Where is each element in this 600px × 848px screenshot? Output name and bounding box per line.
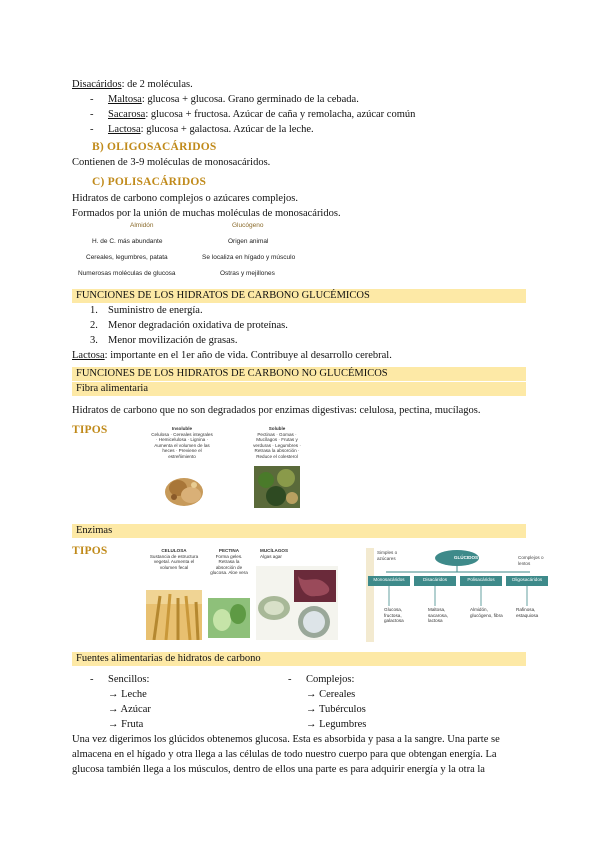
diagram-left-top: Simples o azúcares: [377, 550, 398, 561]
lactosa-desc: : glucosa + galactosa. Azúcar de la leche.: [140, 124, 314, 135]
fibra-insoluble-title: Insoluble: [171, 426, 193, 431]
sencillo-item: Fruta: [121, 719, 144, 730]
lactosa-term: Lactosa: [108, 124, 141, 135]
fibra-soluble-text: Pectinas · Gomas · Mucílagos · Frutas y verduras · Legumbres · Retrasa la absorción · Reduce el colesterol: [253, 431, 301, 459]
list-item: → Leche: [108, 689, 147, 700]
sencillos-label: Sencillos:: [108, 674, 150, 685]
diagram-leaf: Maltosa, sacarosa, lactosa: [428, 607, 448, 623]
complejo-item: Cereales: [319, 689, 356, 700]
polisacaridos-line1: Hidratos de carbono complejos o azúcares complejos.: [72, 193, 298, 204]
table-cell: Cereales, legumbres, patata: [86, 254, 168, 261]
diagram-box: Disacáridos: [423, 577, 447, 582]
glucemicos-heading: FUNCIONES DE LOS HIDRATOS DE CARBONO GLUCÉMICOS: [76, 290, 370, 301]
no-glucemicos-band: [72, 367, 526, 381]
fibra-heading: Fibra alimentaria: [76, 383, 149, 394]
document-page: Disacáridos: de 2 moléculas. - Maltosa: glucosa + glucosa. Grano germinado de la cebada. - Sacarosa: glucosa + fructosa. Azúcar de caña y remolacha, azúcar común - Lactosa: glucosa + galactosa. Azúcar de la leche. B) OLIGOSACÁRIDOS Contienen de 3-9 moléculas de monosacáridos. C) POLISACÁRIDOS Hidratos de carbono complejos o azúcares complejos. Formados por la unión de muchas moléculas de monosacáridos. Almidón Glucógeno H. de C. más abundante Origen animal Cereales, legumbres, patata Se localiza en hígado y músculo Numerosas moléculas de glucosa Ostras y mejillones FUNCIONES DE LOS HIDRATOS DE CARBONO GLUCÉMICOS 1. Suministro de energía. 2. Menor degradación oxidativa de proteínas. 3. Menor movilización de grasas. Lactosa: importante en el 1er año de vida. Contribuye al desarrollo cerebral. FUNCIONES DE LOS HIDRATOS DE CARBONO NO GLUCÉMICOS Fibra alimentaria Hidratos de carbono que no son degradados por enzimas digestivas: celulosa, pectina, mucílagos. TIPOS Insoluble Celulosa · Cereales integrales · Hemicelulosa · Lignina · Aumenta el volumen de las heces · Previene el estreñimiento Soluble Pectinas · Gomas · Mucílagos · Frutas y verduras · Legumbres · Retrasa la absorción · Reduce el colesterol Enzimas TIPOS CELULOSA Sustancia de estructura vegetal. Aumenta el volumen fecal PECTINA Forma geles. Retrasa la absorción de glucosa. Aloe vera MUCÍLAGOS Algas agar Simples o azúcares Complejos o lentos GLÚCIDOS Monosacáridos Disacáridos Polisacáridos Oligosacáridos Glucosa, fructosa, galactosa Maltosa, sacarosa, lactosa Almidón, glucógeno, fibra Rafinosa, estaquiosa Fuentes alimentarias de hidratos de carbono - Sencillos: → Leche → Azúcar → Fruta - Complejos: → Cereales → Tubérculos → Legumbres Una vez digerimos los glúcidos obtenemos glucosa. Esta es absorbida y pasa a la sangre. Una parte se almacena en el hígado y otra llega a las células de todo nuestro cuerpo para que obtengan energía. La glucosa también llega a los músculos, dentro de ellos una parte es para adquirir energía y la otra la: [0, 0, 600, 848]
pectina-text: Forma geles. Retrasa la absorción de glucosa. Aloe vera: [210, 553, 248, 575]
list-item: → Fruta: [108, 719, 144, 730]
glucemicos-item: Menor movilización de grasas.: [108, 335, 238, 346]
sacarosa-term: Sacarosa: [108, 109, 146, 120]
celulosa-title: CELULOSA: [161, 548, 187, 553]
wheat-photo: [146, 590, 202, 640]
glucemicos-band: [72, 289, 526, 303]
table-cell: Numerosas moléculas de glucosa: [78, 270, 176, 277]
maltosa-term: Maltosa: [108, 94, 142, 105]
fibra-insoluble-text: Celulosa · Cereales integrales · Hemicelulosa · Lignina · Aumenta el volumen de las heces · Previene el estreñimiento: [151, 431, 213, 459]
list-item: → Azúcar: [108, 704, 151, 715]
fibra-band: [72, 382, 526, 396]
diagram-box: Monosacáridos: [373, 577, 405, 582]
disacaridos-line: [72, 79, 193, 90]
pectina-title: PECTINA: [218, 548, 240, 553]
list-item: → Cereales: [306, 689, 356, 700]
sacarosa-desc: : glucosa + fructosa. Azúcar de caña y remolacha, azúcar común: [145, 109, 416, 120]
complejos-label: Complejos:: [306, 674, 355, 685]
aloe-photo: [208, 598, 250, 638]
tipos-label: TIPOS: [72, 424, 108, 436]
table-cell: Ostras y mejillones: [220, 270, 275, 277]
fibra-insoluble-figure: [150, 426, 214, 508]
maltosa-desc: : glucosa + glucosa. Grano germinado de la cebada.: [141, 94, 359, 105]
table-header-glucogeno: Glucógeno: [232, 222, 264, 229]
enzimas-heading: Enzimas: [76, 525, 113, 536]
no-glucemicos-heading: FUNCIONES DE LOS HIDRATOS DE CARBONO NO GLUCÉMICOS: [76, 368, 388, 379]
oligosacaridos-heading: B) OLIGOSACÁRIDOS: [92, 141, 217, 153]
diagram-leaf: Almidón, glucógeno, fibra: [470, 607, 503, 618]
fibra-soluble-figure: [252, 426, 302, 508]
lactosa-note-term: Lactosa: [72, 350, 105, 361]
algae-photo: [256, 566, 338, 640]
paragraph-line: almacena en el hígado y otra llega a las células de todo nuestro cuerpo para que obtengan energía. La: [72, 749, 497, 760]
oligosacaridos-text: Contienen de 3-9 moléculas de monosacáridos.: [72, 157, 271, 168]
mucilagos-title: MUCÍLAGOS: [260, 548, 289, 553]
pectina-figure: [208, 548, 250, 640]
table-cell: Origen animal: [228, 238, 269, 245]
table-header-almidon: Almidón: [130, 222, 154, 229]
sencillo-item: Leche: [121, 689, 147, 700]
mucilagos-text: Algas agar: [260, 553, 282, 559]
enzimas-band: [72, 524, 526, 538]
fuentes-band: [72, 652, 526, 666]
paragraph-line: glucosa también llega a los músculos, dentro de ellos una parte es para adquirir energía y la otra la: [72, 764, 485, 775]
fibra-soluble-title: Soluble: [268, 426, 286, 431]
mucilagos-figure: [256, 548, 338, 640]
lactosa-note-desc: : importante en el 1er año de vida. Contribuye al desarrollo cerebral.: [104, 350, 392, 361]
complejo-item: Legumbres: [319, 719, 367, 730]
disacaridos-desc: : de 2 moléculas.: [121, 79, 193, 90]
disacaridos-term: Disacáridos: [72, 79, 122, 90]
list-item: → Tubérculos: [306, 704, 366, 715]
bread-photo: [164, 470, 204, 508]
tipos-label-2: TIPOS: [72, 545, 108, 557]
diagram-right-top: Complejos o lentos: [518, 555, 544, 566]
polisacaridos-heading: C) POLISACÁRIDOS: [92, 176, 207, 188]
celulosa-text: Sustancia de estructura vegetal. Aumenta el volumen fecal: [149, 553, 199, 570]
fuentes-heading: Fuentes alimentarias de hidratos de carbono: [76, 653, 261, 664]
sencillo-item: Azúcar: [120, 704, 151, 715]
lactosa-line: [72, 350, 392, 361]
diagram-box: Polisacáridos: [467, 577, 495, 582]
celulosa-figure: [146, 548, 202, 640]
list-item: → Legumbres: [306, 719, 367, 730]
vegetables-photo: [254, 466, 300, 508]
diagram-box: Oligosacáridos: [511, 577, 543, 582]
paragraph-line: Una vez digerimos los glúcidos obtenemos glucosa. Esta es absorbida y pasa a la sangre. Una parte se: [72, 734, 500, 745]
complejo-item: Tubérculos: [318, 704, 366, 715]
diagram-leaf: Glucosa, fructosa, galactosa: [384, 607, 404, 623]
fibra-text: Hidratos de carbono que no son degradados por enzimas digestivas: celulosa, pectina, mucílagos.: [72, 405, 481, 416]
table-cell: Se localiza en hígado y músculo: [202, 254, 296, 261]
glucemicos-item: Suministro de energía.: [108, 305, 203, 316]
diagram-center: GLÚCIDOS: [453, 555, 479, 560]
table-cell: H. de C. más abundante: [92, 238, 163, 245]
polisacaridos-line2: Formados por la unión de muchas moléculas de monosacáridos.: [72, 208, 341, 219]
diagram-leaf: Rafinosa, estaquiosa: [516, 607, 539, 618]
glucemicos-item: Menor degradación oxidativa de proteínas.: [108, 320, 288, 331]
